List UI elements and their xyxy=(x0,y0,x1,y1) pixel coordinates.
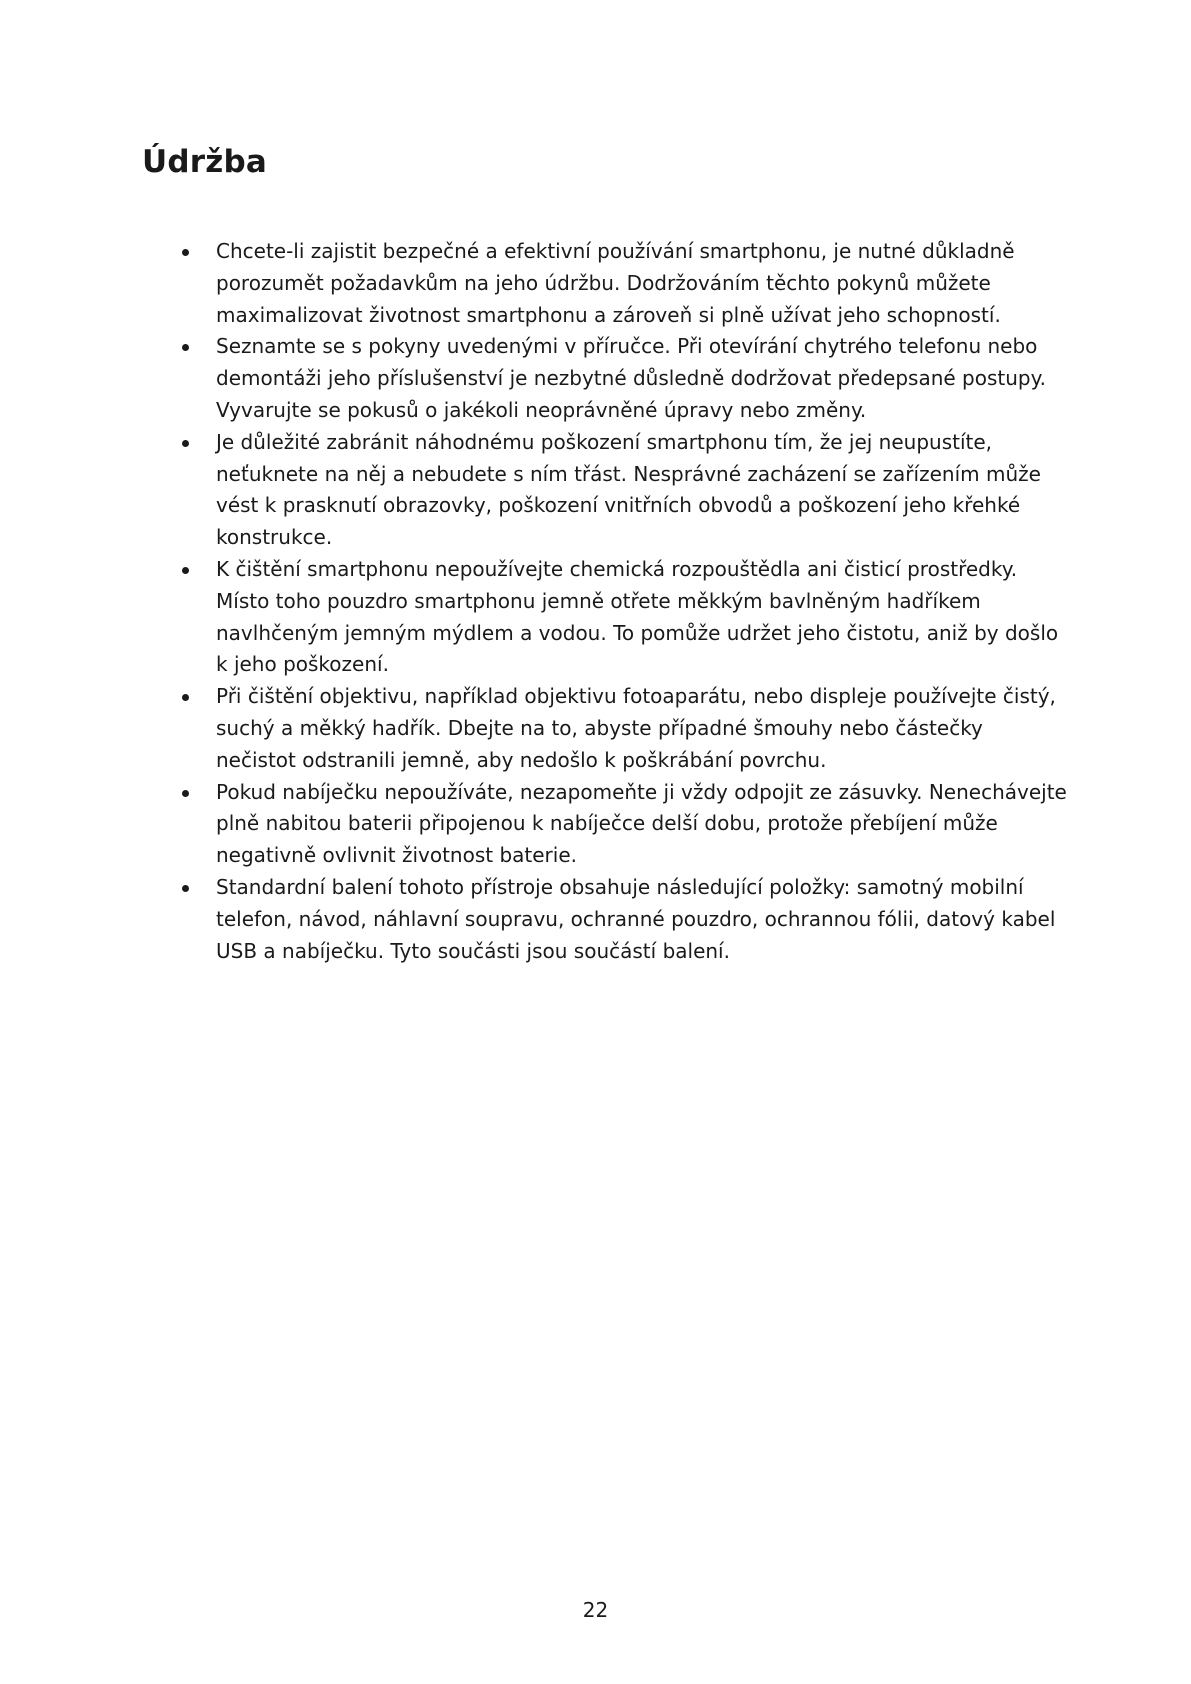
bullet-icon xyxy=(182,790,189,797)
list-item xyxy=(216,872,1068,967)
list-item xyxy=(216,554,1068,681)
list-item-text: Chcete-li zajistit bezpečné a efektivní používání smartphonu, je nutné důkladně porozumět požadavkům na jeho údržbu. Dodržováním těchto pokynů můžete maximalizovat životnost smartphonu a zároveň si plně užívat jeho schopností. xyxy=(216,239,1015,327)
bullet-icon xyxy=(182,344,189,351)
list-item xyxy=(216,236,1068,331)
list-item xyxy=(216,427,1068,554)
list-item-text: Pokud nabíječku nepoužíváte, nezapomeňte ji vždy odpojit ze zásuvky. Nenechávejte plně nabitou baterii připojenou k nabíječce delší dobu, protože přebíjení může negativně ovlivnit životnost baterie. xyxy=(216,779,1067,868)
maintenance-list xyxy=(216,236,1068,967)
list-item xyxy=(216,681,1068,776)
list-item xyxy=(216,331,1068,426)
bullet-icon xyxy=(182,249,189,256)
bullet-icon xyxy=(182,694,189,701)
list-item-text: Seznamte se s pokyny uvedenými v příručce. Při otevírání chytrého telefonu nebo demontáži jeho příslušenství je nezbytné důsledně dodržovat předepsané postupy. Vyvarujte se pokusů o jakékoli neoprávněné úpravy nebo změny. xyxy=(216,334,1046,422)
bullet-icon xyxy=(182,567,189,574)
page-title: Údržba xyxy=(142,144,268,180)
list-item-text: Při čištění objektivu, například objektivu fotoaparátu, nebo displeje používejte čistý, suchý a měkký hadřík. Dbejte na to, abyste případné šmouhy nebo částečky nečistot odstranili jemně, aby nedošlo k poškrábání povrchu. xyxy=(216,684,1056,772)
bullet-icon xyxy=(182,885,189,892)
list-item-text: K čištění smartphonu nepoužívejte chemická rozpouštědla ani čisticí prostředky. Místo toho pouzdro smartphonu jemně otřete měkkým bavlněným hadříkem navlhčeným jemným mýdlem a vodou. To pomůže udržet jeho čistotu, aniž by došlo k jeho poškození. xyxy=(216,556,1059,677)
bullet-icon xyxy=(182,440,189,447)
list-item-text: Standardní balení tohoto přístroje obsahuje následující položky: samotný mobilní telefon, návod, náhlavní soupravu, ochranné pouzdro, ochrannou fólii, datový kabel USB a nabíječku. Tyto součásti jsou součástí balení. xyxy=(216,874,1056,963)
page-number: 22 xyxy=(582,1598,609,1622)
list-item xyxy=(216,777,1068,872)
list-item-text: Je důležité zabránit náhodnému poškození smartphonu tím, že jej neupustíte, neťuknete na něj a nebudete s ním třást. Nesprávné zacházení se zařízením může vést k prasknutí obrazovky, poškození vnitřních obvodů a poškození jeho křehké konstrukce. xyxy=(216,429,1041,550)
